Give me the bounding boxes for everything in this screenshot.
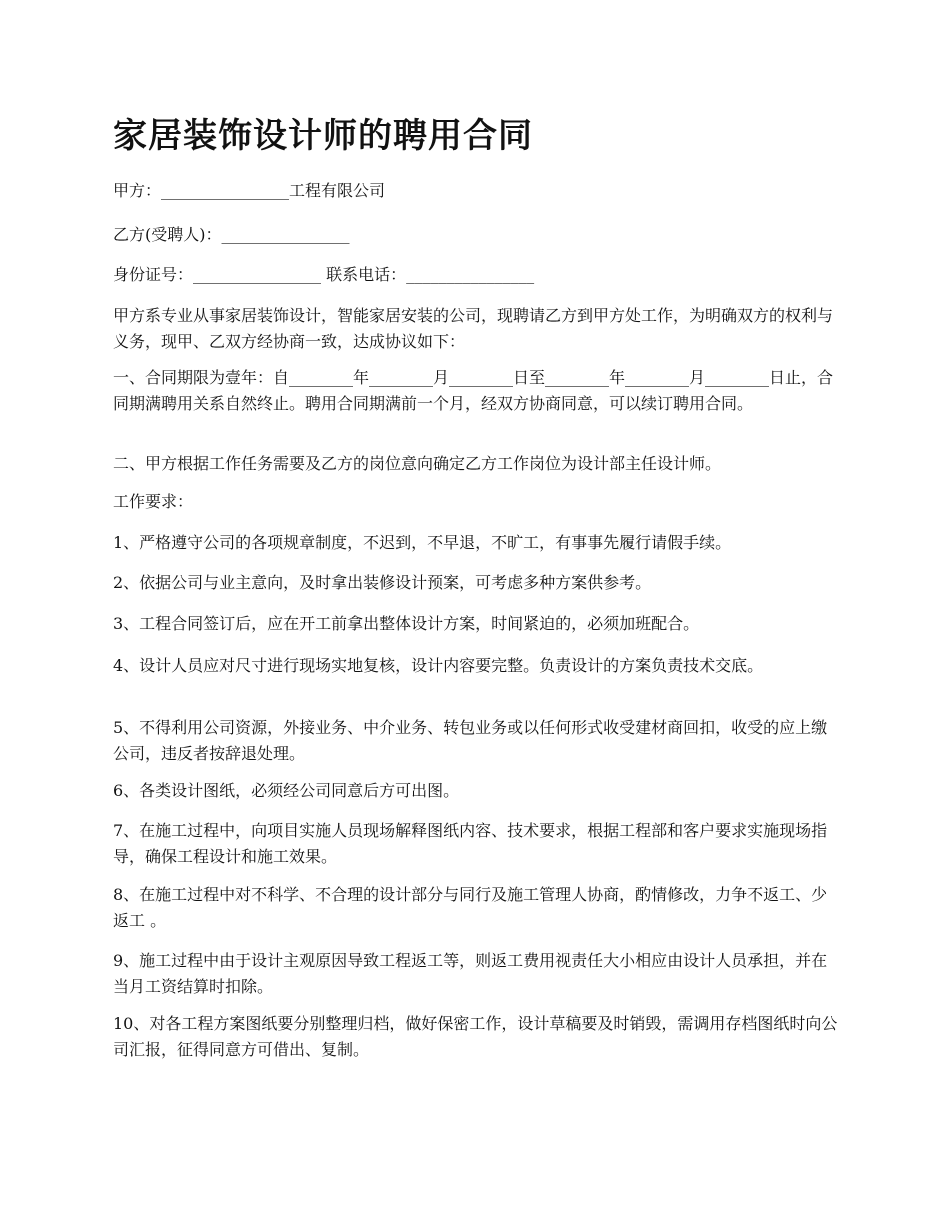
party-a-line: 甲方：________________工程有限公司 <box>113 181 386 200</box>
party-b-line: 乙方(受聘人)：________________ <box>113 225 350 244</box>
requirement-item: 6、各类设计图纸，必须经公司同意后方可出图。 <box>113 781 460 800</box>
requirement-item: 1、严格遵守公司的各项规章制度，不迟到，不早退，不旷工，有事事先履行请假手续。 <box>113 533 732 552</box>
requirement-item: 2、依据公司与业主意向，及时拿出装修设计预案，可考虑多种方案供参考。 <box>113 573 652 592</box>
document-title: 家居装饰设计师的聘用合同 <box>113 116 533 156</box>
requirement-item: 8、在施工过程中对不科学、不合理的设计部分与同行及施工管理人协商，酌情修改，力争不返工、少返工 。 <box>113 885 828 930</box>
requirement-item: 5、不得利用公司资源，外接业务、中介业务、转包业务或以任何形式收受建材商回扣，收受的应上缴公司，违反者按辞退处理。 <box>113 718 828 763</box>
clause-position: 二、甲方根据工作任务需要及乙方的岗位意向确定乙方工作岗位为设计部主任设计师。 <box>113 454 722 473</box>
requirement-item: 3、工程合同签订后，应在开工前拿出整体设计方案，时间紧迫的，必须加班配合。 <box>113 614 700 633</box>
requirement-item: 4、设计人员应对尺寸进行现场实地复核，设计内容要完整。负责设计的方案负责技术交底。 <box>113 656 764 675</box>
requirement-item: 9、施工过程中由于设计主观原因导致工程返工等，则返工费用视责任大小相应由设计人员承担，并在当月工资结算时扣除。 <box>113 951 828 996</box>
work-requirements-heading: 工作要求： <box>113 492 194 511</box>
clause-term: 一、合同期限为壹年：自________年________月________日至________年________月________日止，合同期满聘用关系自然终止。聘用合同期满前一个月，经双方协商同意，可以续订聘用合同。 <box>113 368 834 413</box>
id-phone-line: 身份证号：________________ 联系电话：________________ <box>113 265 535 284</box>
requirement-item: 7、在施工过程中，向项目实施人员现场解释图纸内容、技术要求，根据工程部和客户要求实施现场指导，确保工程设计和施工效果。 <box>113 821 828 866</box>
intro-paragraph: 甲方系专业从事家居装饰设计，智能家居安装的公司，现聘请乙方到甲方处工作，为明确双方的权利与义务，现甲、乙双方经协商一致，达成协议如下： <box>113 306 834 351</box>
requirement-item: 10、对各工程方案图纸要分别整理归档，做好保密工作，设计草稿要及时销毁，需调用存档图纸时向公司汇报，征得同意方可借出、复制。 <box>113 1014 838 1059</box>
